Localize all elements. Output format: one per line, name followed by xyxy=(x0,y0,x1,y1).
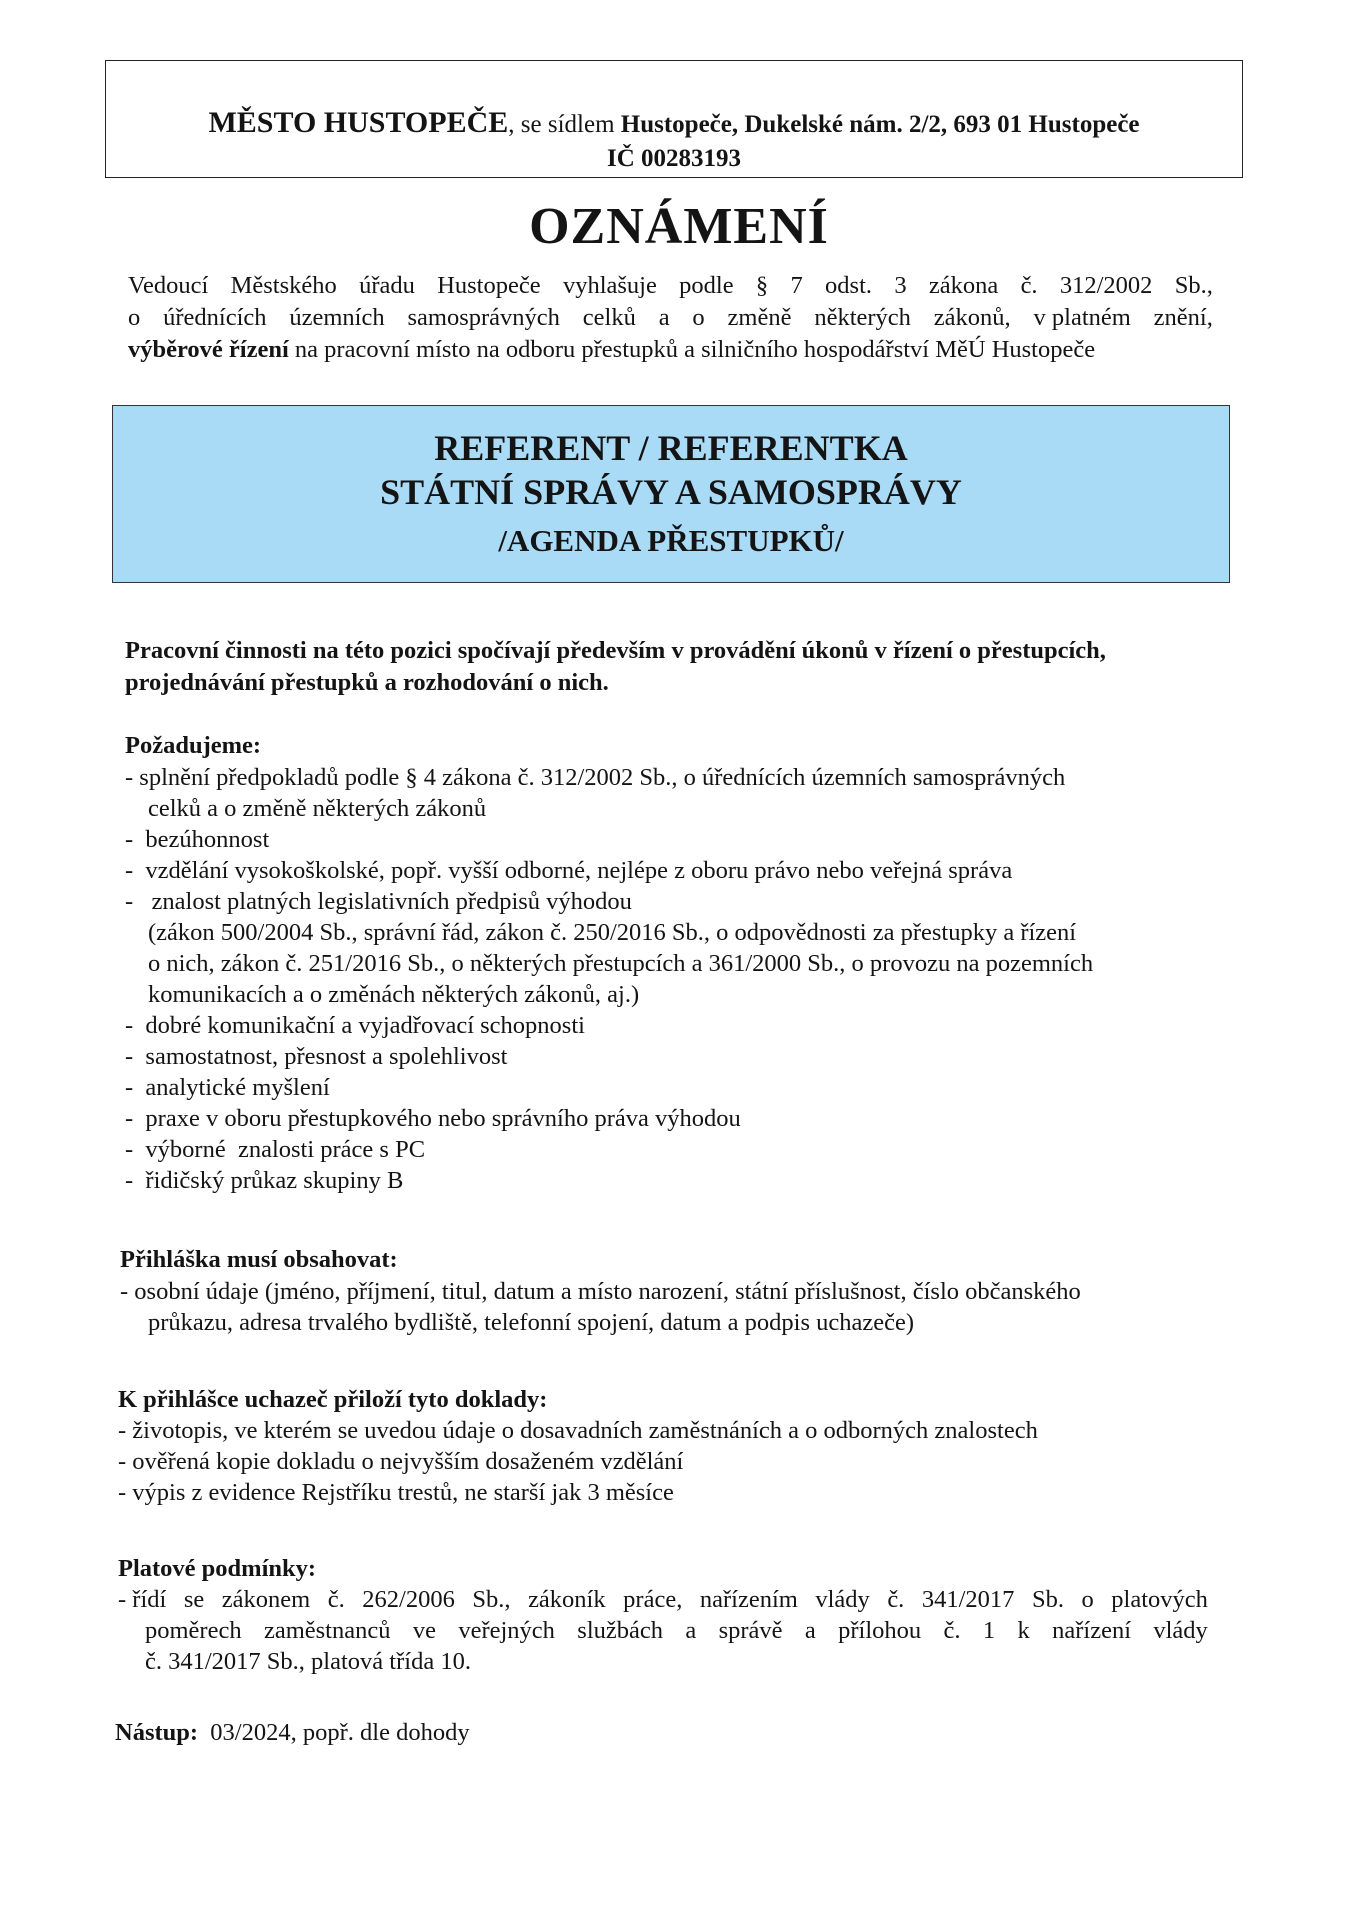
requirement-item: komunikacích a o změnách některých zákonů, aj.) xyxy=(148,981,640,1008)
salary-word: č. xyxy=(887,1586,905,1613)
intro-word: § xyxy=(755,272,769,299)
requirement-item: - vzdělání vysokoškolské, popř. vyšší odborné, nejlépe z oboru právo nebo veřejná správa xyxy=(125,857,1013,884)
position-title-line-1: REFERENT / REFERENTKA xyxy=(434,428,908,468)
intro-word: územních xyxy=(289,304,385,331)
intro-line-3-text: na pracovní místo na odboru přestupků a silničního hospodářství MěÚ Hustopeče xyxy=(288,336,1096,363)
intro-word: změně xyxy=(727,304,792,331)
requirement-item: - samostatnost, přesnost a spolehlivost xyxy=(125,1043,508,1070)
requirement-item: - praxe v oboru přestupkového nebo správního práva výhodou xyxy=(125,1105,741,1132)
salary-word: - řídí xyxy=(118,1586,167,1613)
salary-word: nařízením xyxy=(699,1586,798,1613)
salary-word: zákonem xyxy=(221,1586,311,1613)
salary-word: ve xyxy=(412,1617,436,1644)
requirement-item: - analytické myšlení xyxy=(125,1074,330,1101)
salary-word: o xyxy=(1081,1586,1094,1613)
intro-word: o xyxy=(128,304,141,331)
intro-word: o xyxy=(692,304,705,331)
notice-title: OZNÁMENÍ xyxy=(529,198,829,255)
salary-word: Sb. xyxy=(1031,1586,1064,1613)
intro-word: některých xyxy=(814,304,911,331)
intro-word: odst. xyxy=(825,272,872,299)
intro-word: vyhlašuje xyxy=(562,272,657,299)
salary-word: se xyxy=(183,1586,205,1613)
intro-line-2 xyxy=(128,302,1213,334)
salary-word: vlády xyxy=(1153,1617,1208,1644)
salary-word: 341/2017 xyxy=(921,1586,1015,1613)
salary-word: platových xyxy=(1111,1586,1208,1613)
issuer-line xyxy=(106,106,1242,139)
salary-word: zaměstnanců xyxy=(263,1617,391,1644)
requirement-item: celků a o změně některých zákonů xyxy=(148,795,487,822)
salary-word: č. xyxy=(943,1617,961,1644)
intro-word: úřadu xyxy=(359,272,415,299)
intro-word: Sb., xyxy=(1174,272,1213,299)
intro-word: Hustopeče xyxy=(437,272,541,299)
requirement-item: (zákon 500/2004 Sb., správní řád, zákon č. 250/2016 Sb., o odpovědnosti za přestupky a řízení xyxy=(148,919,1077,946)
documents-heading: K přihlášce uchazeč přiloží tyto doklady: xyxy=(118,1386,548,1413)
salary-word: č. xyxy=(327,1586,345,1613)
requirement-item: - bezúhonnost xyxy=(125,826,270,853)
salary-word: nařízení xyxy=(1052,1617,1132,1644)
salary-word: poměrech xyxy=(145,1617,242,1644)
salary-word: práce, xyxy=(623,1586,683,1613)
intro-word: 312/2002 xyxy=(1059,272,1153,299)
issuer-address: Hustopeče, Dukelské nám. 2/2, 693 01 Hustopeče xyxy=(620,111,1140,138)
application-heading: Přihláška musí obsahovat: xyxy=(120,1246,398,1273)
salary-line-2 xyxy=(145,1615,1208,1647)
position-title-line-3: /AGENDA PŘESTUPKŮ/ xyxy=(498,523,844,558)
issuer-header-box xyxy=(105,60,1243,178)
issuer-ico: IČ 00283193 xyxy=(606,145,742,172)
salary-word: a xyxy=(804,1617,816,1644)
requirement-item: o nich, zákon č. 251/2016 Sb., o některých přestupcích a 361/2000 Sb., o provozu na pozemních xyxy=(148,950,1094,977)
requirement-item: - výborné znalosti práce s PC xyxy=(125,1136,426,1163)
issuer-seat-prefix: , se sídlem xyxy=(508,111,621,138)
intro-word: samosprávných xyxy=(407,304,560,331)
intro-word: č. xyxy=(1020,272,1038,299)
application-line-2: průkazu, adresa trvalého bydliště, telefonní spojení, datum a podpis uchazeče) xyxy=(148,1309,915,1336)
intro-word: 7 xyxy=(790,272,803,299)
documents-item: - životopis, ve kterém se uvedou údaje o dosavadních zaměstnáních a o odborných znalostech xyxy=(118,1417,1038,1444)
documents-item: - výpis z evidence Rejstříku trestů, ne starší jak 3 měsíce xyxy=(118,1479,674,1506)
intro-word: znění, xyxy=(1153,304,1213,331)
salary-word: 262/2006 xyxy=(362,1586,455,1613)
intro-word: zákona xyxy=(928,272,999,299)
intro-word: 3 xyxy=(894,272,907,299)
salary-word: vlády xyxy=(815,1586,870,1613)
issuer-name: MĚSTO HUSTOPEČE xyxy=(208,106,509,139)
salary-line-3: č. 341/2017 Sb., platová třída 10. xyxy=(145,1648,471,1675)
intro-line-1 xyxy=(128,270,1213,302)
requirement-item: - dobré komunikační a vyjadřovací schopnosti xyxy=(125,1012,585,1039)
intro-word: podle xyxy=(679,272,734,299)
position-title-box xyxy=(112,405,1230,583)
salary-word: a xyxy=(685,1617,697,1644)
duties-line-2: projednávání přestupků a rozhodování o nich. xyxy=(125,669,609,696)
application-line-1: - osobní údaje (jméno, příjmení, titul, datum a místo narození, státní příslušnost, číslo občanského xyxy=(120,1278,1081,1305)
intro-line-3 xyxy=(128,334,1213,366)
start-label: Nástup: xyxy=(115,1719,199,1746)
salary-line-1 xyxy=(118,1584,1208,1616)
intro-word: Městského xyxy=(230,272,337,299)
intro-word: celků xyxy=(582,304,636,331)
salary-word: přílohou xyxy=(838,1617,922,1644)
intro-word: v platném xyxy=(1033,304,1131,331)
salary-word: zákoník xyxy=(528,1586,606,1613)
requirement-item: - znalost platných legislativních předpisů výhodou xyxy=(125,888,632,915)
salary-word: Sb., xyxy=(472,1586,511,1613)
intro-paragraph xyxy=(128,270,1213,366)
salary-word: veřejných xyxy=(458,1617,555,1644)
position-title-line-2: STÁTNÍ SPRÁVY A SAMOSPRÁVY xyxy=(380,472,962,512)
salary-word: správě xyxy=(718,1617,783,1644)
intro-word: Vedoucí xyxy=(128,272,209,299)
salary-heading: Platové podmínky: xyxy=(118,1555,317,1582)
salary-word: službách xyxy=(577,1617,663,1644)
intro-word: a xyxy=(658,304,670,331)
salary-word: 1 xyxy=(982,1617,996,1644)
requirements-heading: Požadujeme: xyxy=(125,732,262,759)
requirement-item: - řidičský průkaz skupiny B xyxy=(125,1167,404,1194)
start-line xyxy=(115,1717,470,1749)
salary-word: k xyxy=(1017,1617,1030,1644)
intro-word: zákonů, xyxy=(933,304,1011,331)
intro-selection-procedure: výběrové řízení xyxy=(128,336,289,363)
requirement-item: - splnění předpokladů podle § 4 zákona č. 312/2002 Sb., o úřednících územních samosprávných xyxy=(125,764,1066,791)
duties-line-1: Pracovní činnosti na této pozici spočívají především v provádění úkonů v řízení o přestupcích, xyxy=(125,637,1106,664)
start-value: 03/2024, popř. dle dohody xyxy=(198,1719,470,1746)
intro-word: úřednících xyxy=(163,304,267,331)
documents-item: - ověřená kopie dokladu o nejvyšším dosaženém vzdělání xyxy=(118,1448,684,1475)
